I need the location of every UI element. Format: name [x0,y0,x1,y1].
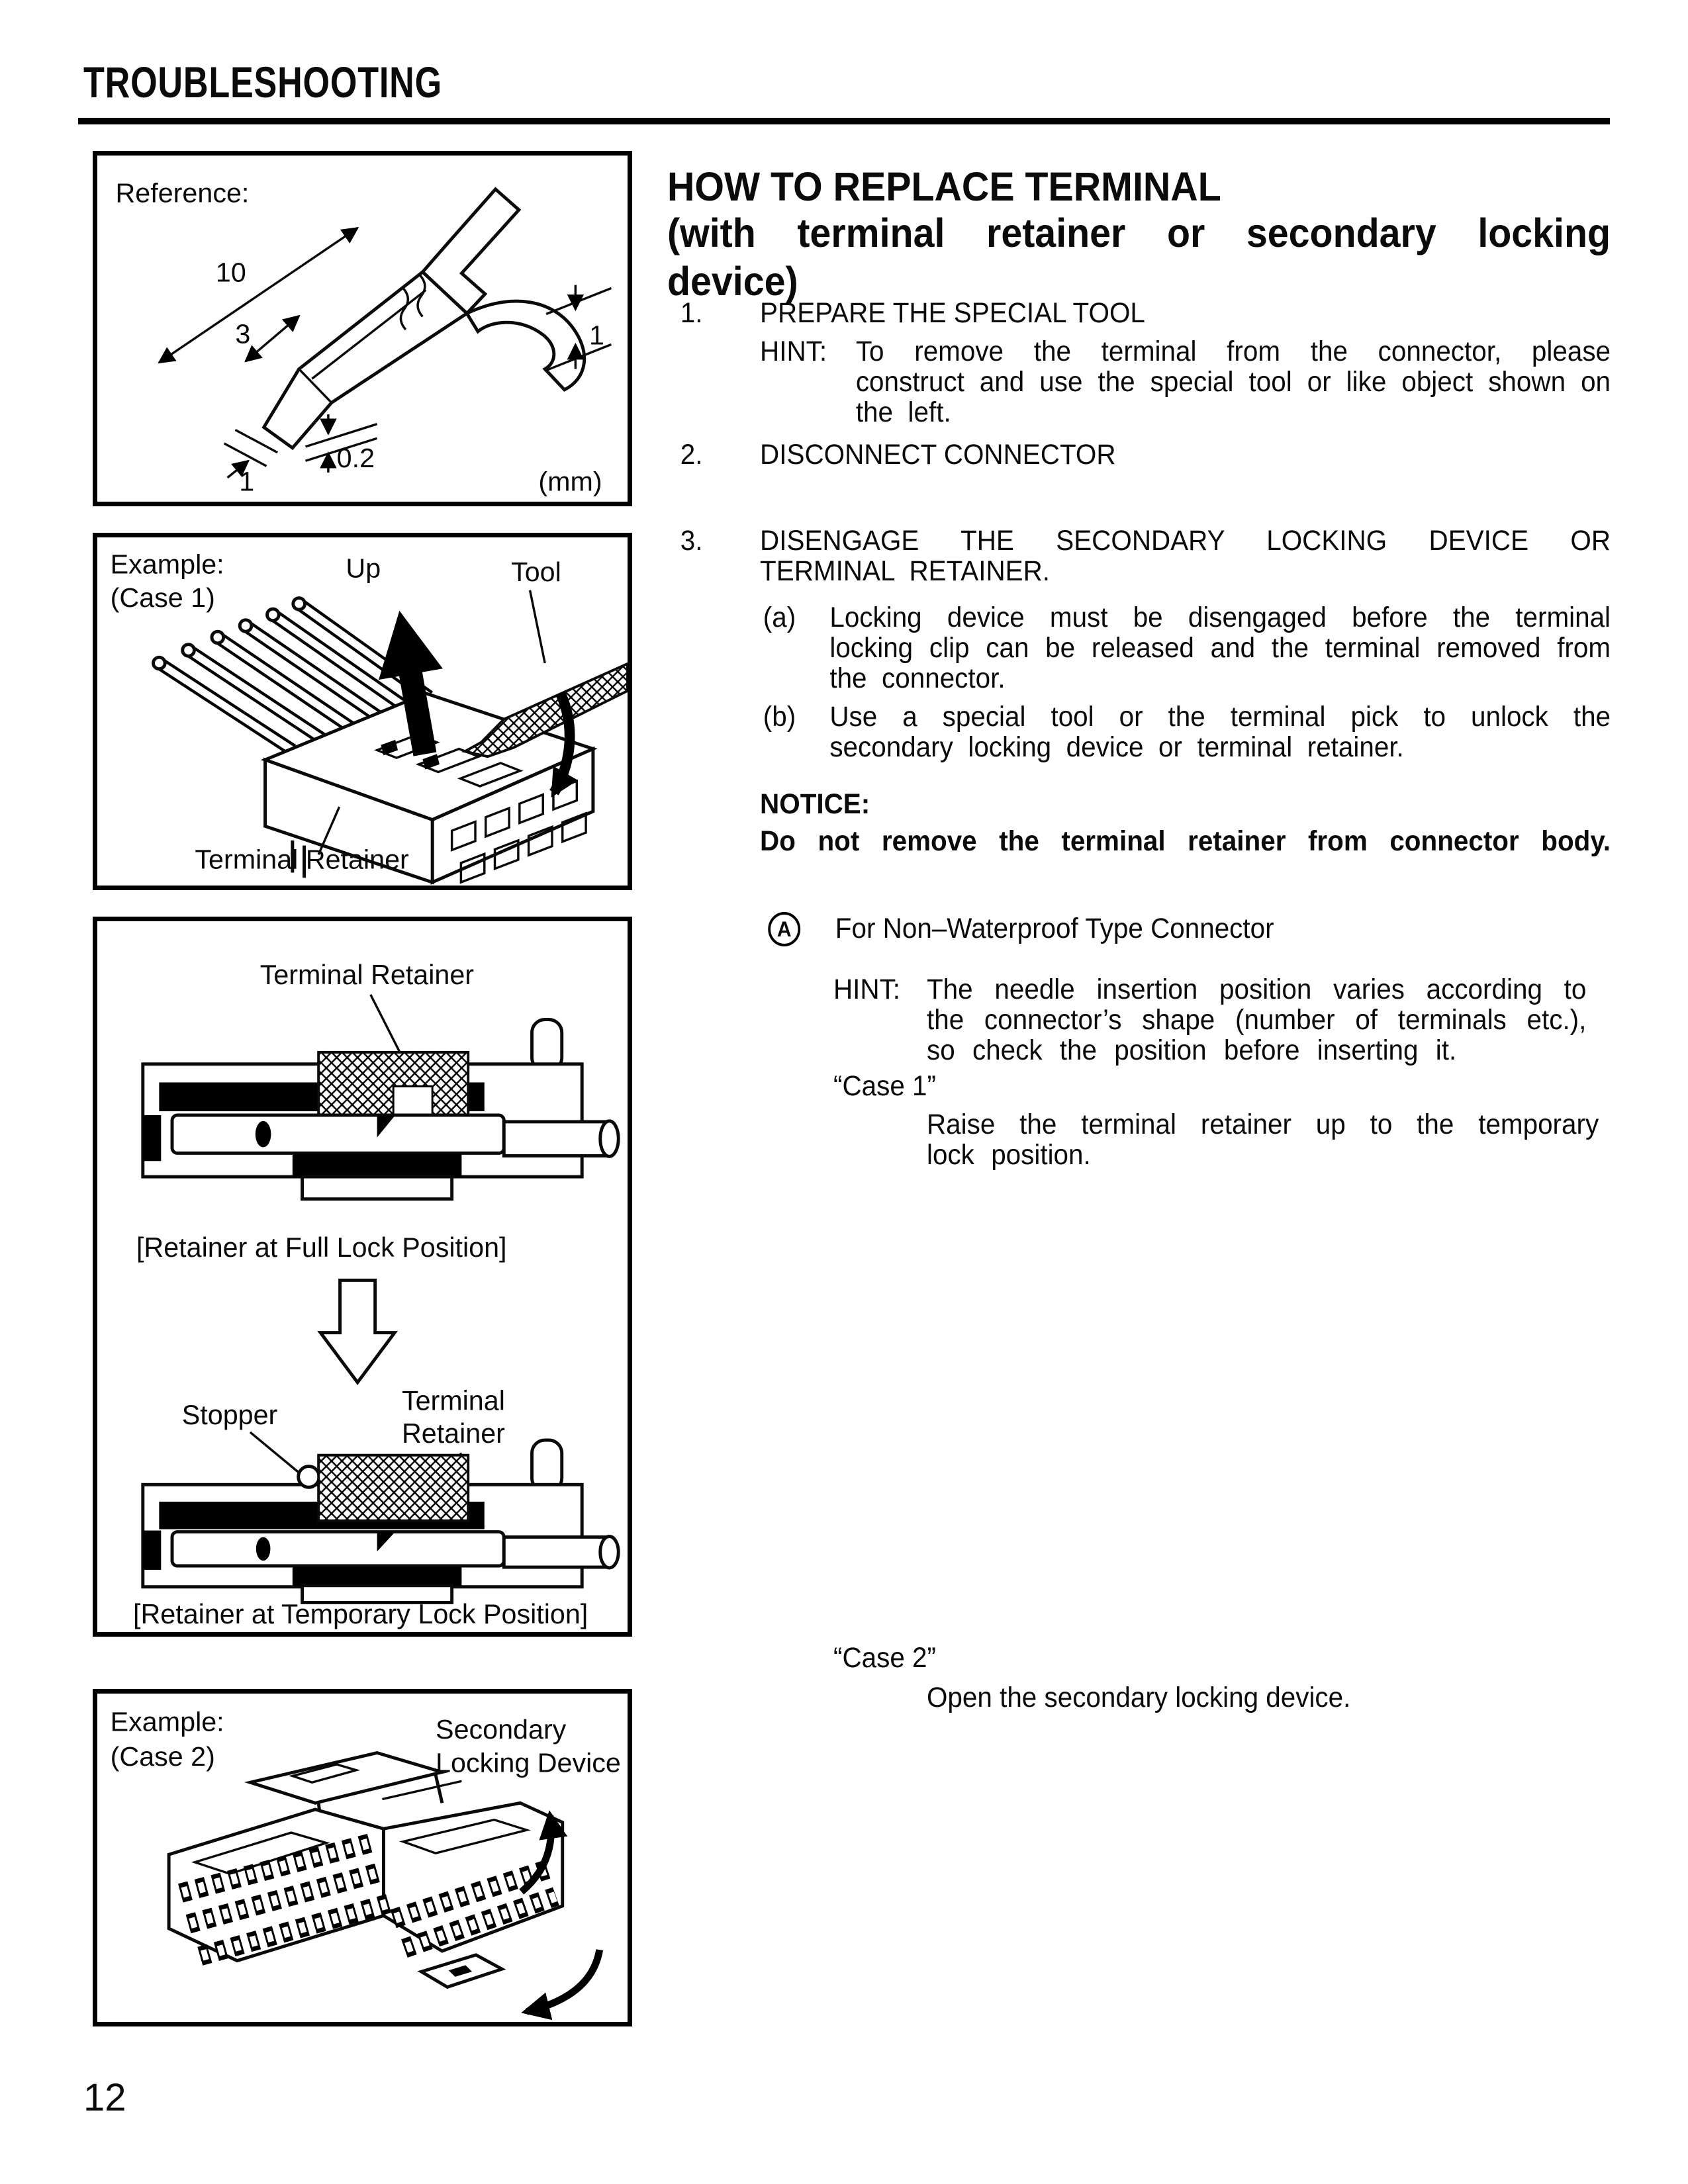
dim-1-right-label: 1 [589,320,604,351]
example2-label: Example: [110,1706,224,1737]
dim-1-bottom-label: 1 [239,466,255,497]
stopper-label: Stopper [181,1400,278,1431]
step2-number: 2. [680,439,703,471]
figure-case1 [93,533,632,890]
page-header: TROUBLESHOOTING [83,58,442,107]
retainer-top-label: Terminal Retainer [259,959,475,991]
step1-number: 1. [680,297,703,329]
section-a-text: For Non–Waterproof Type Connector [835,913,1274,944]
example1-label: Example: [110,549,224,580]
step-3 [680,525,1611,586]
dim-line-3 [246,316,299,361]
substep-b-label: (b) [763,701,796,733]
dim-3-label: 3 [235,318,251,349]
case1-text: Raise the terminal retainer up to the temporary lock position. [926,1109,1599,1171]
dim-line-10 [159,228,357,362]
tool-label: Tool [511,557,561,588]
substep-a [763,602,1611,694]
case1-heading: “Case 1” [833,1070,936,1102]
secondary-label: Secondary [436,1714,567,1745]
case2-label: (Case 2) [110,1741,215,1772]
locking-plate [250,1752,442,1803]
step1-title: PREPARE THE SPECIAL TOOL [760,297,1145,329]
tool-blade [264,272,467,448]
terminal-word: Terminal [401,1385,505,1416]
case1-label: (Case 1) [110,582,215,614]
locking-device-label: Locking Device [436,1747,621,1778]
step3-title: DISENGAGE THE SECONDARY LOCKING DEVICE OR TERMINAL RETAINER. [760,525,1611,587]
substep-a-label: (a) [763,602,796,633]
temp-lock-label: [Retainer at Temporary Lock Position] [133,1599,588,1630]
rotate-arrow-bottom [527,1950,600,2011]
down-arrow [320,1280,395,1382]
case2-drawing [97,1694,628,2022]
tool-leader [530,590,545,663]
reference-drawing [97,156,628,502]
figure-retainer-positions [93,917,632,1637]
case2-heading: “Case 2” [833,1642,936,1674]
hint2-text: The needle insertion position varies according to the connector’s shape (number of terminals etc.), so check the position before inserting it. [926,974,1587,1066]
step2-title: DISCONNECT CONNECTOR [760,439,1116,471]
step3-number: 3. [680,525,703,557]
substep-b [763,702,1611,762]
full-lock-view [143,1019,618,1199]
retainer-word: Retainer [401,1418,505,1449]
substep-b-text: Use a special tool or the terminal pick to unlock the secondary locking device or terminal retainer. [829,701,1611,763]
dim-02-label: 0.2 [336,443,375,474]
hint-1 [760,336,1611,428]
main-content [667,165,1611,2124]
units-label: (mm) [538,466,602,497]
page-number: 12 [83,2076,126,2119]
tool-elbow [467,301,584,390]
case1-drawing [97,537,628,886]
reference-label: Reference: [115,177,250,208]
circled-a-marker: A [768,912,800,946]
page-title: HOW TO REPLACE TERMINAL [667,164,1221,209]
page-subtitle: (with terminal retainer or secondary locking device) [667,210,1611,304]
terminal-retainer-label: Terminal Retainer [195,844,409,875]
notice-label: NOTICE: [760,788,870,820]
substep-a-text: Locking device must be disengaged before the terminal locking clip can be released and the terminal removed from the connector. [829,602,1611,694]
hint1-label: HINT: [760,336,827,367]
figure-reference [93,151,632,506]
hint1-text: To remove the terminal from the connector, please construct and use the special tool or like object shown on the left. [855,336,1611,428]
case2-text: Open the secondary locking device. [926,1682,1351,1713]
step-1 [680,298,1611,328]
figure-case2 [93,1689,632,2026]
notice-text: Do not remove the terminal retainer from connector body. [760,825,1611,857]
dim-10-label: 10 [215,257,246,288]
hint2-label: HINT: [833,974,901,1005]
hint-2 [833,974,1590,1066]
step-2 [680,439,1611,470]
header-rule [78,118,1610,124]
temporary-lock-view [143,1440,618,1602]
full-lock-label: [Retainer at Full Lock Position] [136,1232,507,1263]
retainer-drawing [97,921,628,1632]
up-label: Up [346,553,381,584]
section-a [768,913,1274,948]
